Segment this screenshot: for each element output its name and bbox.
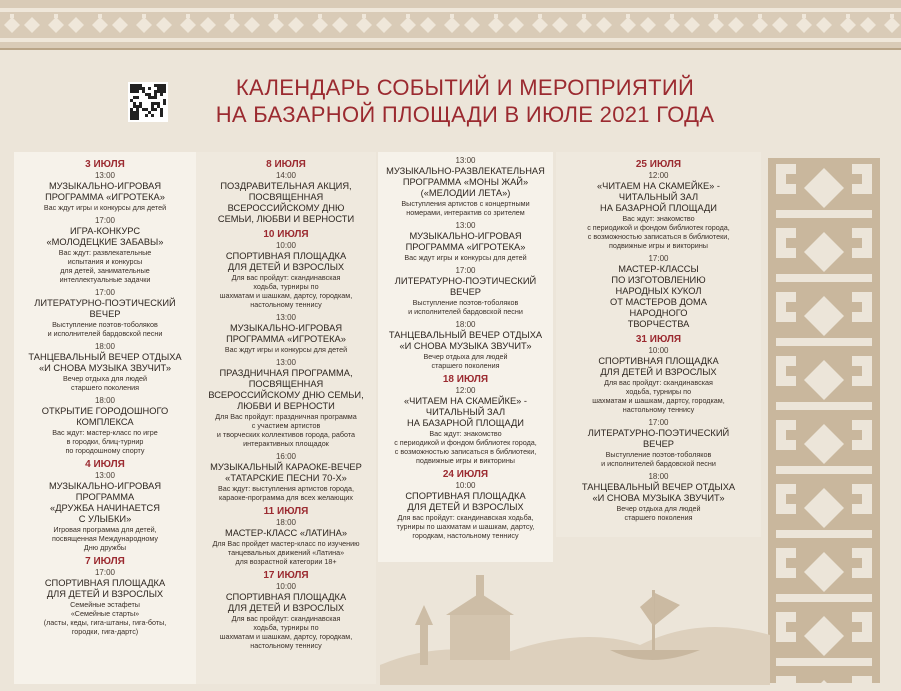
event-description: Вас ждут: развлекательные испытания и конкурсы для детей, занимательные интеллектуальные задачки — [58, 248, 152, 284]
event-time: 13:00 — [455, 221, 476, 230]
date-heading: 31 ИЮЛЯ — [635, 334, 682, 345]
event-time: 13:00 — [275, 358, 297, 367]
event-name: МУЗЫКАЛЬНО-ИГРОВАЯ ПРОГРАММА «ИГРОТЕКА» — [226, 323, 346, 344]
date-heading: 4 ИЮЛЯ — [85, 459, 125, 470]
ornament-band — [0, 0, 901, 50]
event-description: Вечер отдыха для людей старшего поколения — [423, 352, 508, 370]
event-item — [14, 342, 196, 392]
schedule-column-3 — [378, 152, 553, 562]
event-item — [556, 254, 761, 330]
event-time: 18:00 — [455, 320, 476, 329]
event-name: ПОЗДРАВИТЕЛЬНАЯ АКЦИЯ, ПОСВЯЩЕННАЯ ВСЕРОССИЙСКОМУ ДНЮ СЕМЬИ, ЛЮБВИ И ВЕРНОСТИ — [217, 181, 355, 224]
event-time: 18:00 — [94, 396, 116, 405]
event-description: Для вас пройдут: скандинавская ходьба, турниры по шахматам и шашкам, дартсу, городкам, настольному теннису — [592, 378, 725, 414]
event-name: МАСТЕР-КЛАСС «ЛАТИНА» — [224, 528, 348, 538]
event-name: ТАНЦЕВАЛЬНЫЙ ВЕЧЕР ОТДЫХА «И СНОВА МУЗЫКА ЗВУЧИТ» — [388, 330, 543, 351]
event-name: ИГРА-КОНКУРС «МОЛОДЕЦКИЕ ЗАБАВЫ» — [46, 226, 164, 247]
event-description: Выступление поэтов-тоболяков и исполнителей бардовской песни — [408, 298, 523, 316]
event-item — [378, 481, 553, 540]
event-item — [378, 221, 553, 262]
event-item — [196, 452, 376, 502]
event-time: 12:00 — [648, 171, 669, 180]
schedule-column-2 — [196, 152, 376, 684]
event-item — [14, 471, 196, 552]
event-time: 17:00 — [648, 254, 669, 263]
event-name: ЛИТЕРАТУРНО-ПОЭТИЧЕСКИЙ ВЕЧЕР — [394, 276, 537, 297]
event-name: ТАНЦЕВАЛЬНЫЙ ВЕЧЕР ОТДЫХА «И СНОВА МУЗЫКА ЗВУЧИТ» — [28, 352, 182, 373]
event-description: Вас ждут игры и конкурсы для детей — [43, 203, 167, 212]
page-title — [185, 74, 745, 128]
date-heading: 10 ИЮЛЯ — [263, 229, 309, 240]
event-time: 17:00 — [648, 418, 669, 427]
event-item — [196, 582, 376, 650]
event-time: 13:00 — [455, 156, 476, 165]
event-name: МУЗЫКАЛЬНО-ИГРОВАЯ ПРОГРАММА «ИГРОТЕКА» — [405, 231, 526, 252]
date-heading: 18 ИЮЛЯ — [442, 374, 489, 385]
event-name: ОТКРЫТИЕ ГОРОДОШНОГО КОМПЛЕКСА — [41, 406, 169, 427]
event-time: 13:00 — [275, 313, 297, 322]
event-time: 17:00 — [94, 216, 116, 225]
event-description: Выступление поэтов-тоболяков и исполнителей бардовской песни — [601, 450, 716, 468]
event-description: Для вас пройдут: скандинавская ходьба, турниры по шахматам и шашкам, дартсу, городкам, настольному теннису — [219, 614, 353, 650]
event-description: Выступление поэтов-тоболяков и исполнителей бардовской песни — [47, 320, 163, 338]
event-time: 16:00 — [275, 452, 297, 461]
event-item — [196, 313, 376, 354]
ornament-border-icon — [0, 6, 901, 44]
event-description: Для вас пройдут: скандинавская ходьба, турниры по шахматам и шашкам, дартсу, городкам, настольному теннису — [219, 273, 353, 309]
event-name: МУЗЫКАЛЬНО-ИГРОВАЯ ПРОГРАММА «ИГРОТЕКА» — [45, 181, 165, 202]
event-item — [14, 396, 196, 455]
date-heading: 24 ИЮЛЯ — [442, 469, 489, 480]
schedule-column-4 — [556, 152, 761, 537]
event-name: ЛИТЕРАТУРНО-ПОЭТИЧЕСКИЙ ВЕЧЕР — [587, 428, 730, 449]
title-line-2: НА БАЗАРНОЙ ПЛОЩАДИ В ИЮЛЕ 2021 ГОДА — [215, 102, 715, 127]
date-heading: 8 ИЮЛЯ — [266, 159, 306, 170]
date-heading: 3 ИЮЛЯ — [85, 159, 125, 170]
event-item — [196, 358, 376, 448]
event-name: СПОРТИВНАЯ ПЛОЩАДКА ДЛЯ ДЕТЕЙ И ВЗРОСЛЫХ — [405, 491, 526, 512]
event-item — [196, 518, 376, 566]
event-time: 10:00 — [275, 241, 297, 250]
event-item — [556, 472, 761, 522]
event-time: 17:00 — [455, 266, 476, 275]
event-time: 18:00 — [275, 518, 297, 527]
event-item — [378, 156, 553, 217]
event-name: СПОРТИВНАЯ ПЛОЩАДКА ДЛЯ ДЕТЕЙ И ВЗРОСЛЫХ — [225, 592, 347, 613]
event-name: СПОРТИВНАЯ ПЛОЩАДКА ДЛЯ ДЕТЕЙ И ВЗРОСЛЫХ — [225, 251, 347, 272]
event-name: МУЗЫКАЛЬНО-ИГРОВАЯ ПРОГРАММА «ДРУЖБА НАЧИНАЕТСЯ С УЛЫБКИ» — [48, 481, 162, 524]
event-item — [378, 320, 553, 370]
event-item — [196, 171, 376, 225]
event-name: СПОРТИВНАЯ ПЛОЩАДКА ДЛЯ ДЕТЕЙ И ВЗРОСЛЫХ — [44, 578, 166, 599]
event-name: МУЗЫКАЛЬНЫЙ КАРАОКЕ-ВЕЧЕР «ТАТАРСКИЕ ПЕСНИ 70-Х» — [210, 462, 362, 483]
event-name: ЛИТЕРАТУРНО-ПОЭТИЧЕСКИЙ ВЕЧЕР — [34, 298, 176, 319]
event-description: Вас ждут: выступления артистов города, караоке-программа для всех желающих — [217, 484, 354, 502]
event-time: 18:00 — [94, 342, 116, 351]
event-item — [556, 418, 761, 468]
event-description: Игровая программа для детей, посвященная Международному Дню дружбы — [52, 525, 158, 552]
event-description: Вечер отдыха для людей старшего поколения — [616, 504, 701, 522]
date-heading: 17 ИЮЛЯ — [263, 570, 309, 581]
event-name: ПРАЗДНИЧНАЯ ПРОГРАММА, ПОСВЯЩЕННАЯ ВСЕРОССИЙСКОМУ ДНЮ СЕМЬИ, ЛЮБВИ И ВЕРНОСТИ — [208, 368, 364, 411]
event-name: МУЗЫКАЛЬНО-РАЗВЛЕКАТЕЛЬНАЯ ПРОГРАММА «МОНЫ ЖАЙ» («МЕЛОДИИ ЛЕТА») — [386, 166, 545, 198]
event-time: 14:00 — [275, 171, 297, 180]
event-description: Вас ждут игры и конкурсы для детей — [404, 253, 527, 262]
event-time: 17:00 — [94, 568, 116, 577]
event-name: СПОРТИВНАЯ ПЛОЩАДКА ДЛЯ ДЕТЕЙ И ВЗРОСЛЫХ — [598, 356, 719, 377]
event-time: 10:00 — [648, 346, 669, 355]
event-item — [378, 266, 553, 316]
event-description: Вас ждут: знакомство с периодикой и фондом библиотек города, с возможностью записаться в библиотеки, подвижные игры и викторины — [394, 429, 537, 465]
event-time: 17:00 — [94, 288, 116, 297]
date-heading: 7 ИЮЛЯ — [85, 556, 125, 567]
event-name: МАСТЕР-КЛАССЫ ПО ИЗГОТОВЛЕНИЮ НАРОДНЫХ КУКОЛ ОТ МАСТЕРОВ ДОМА НАРОДНОГО ТВОРЧЕСТВА — [609, 264, 707, 329]
event-time: 13:00 — [94, 171, 116, 180]
event-item — [14, 288, 196, 338]
event-item — [556, 171, 761, 250]
event-item — [14, 216, 196, 284]
date-heading: 25 ИЮЛЯ — [635, 159, 682, 170]
event-item — [14, 568, 196, 636]
event-name: «ЧИТАЕМ НА СКАМЕЙКЕ» - ЧИТАЛЬНЫЙ ЗАЛ НА БАЗАРНОЙ ПЛОЩАДИ — [403, 396, 528, 428]
event-item — [196, 241, 376, 309]
event-time: 18:00 — [648, 472, 669, 481]
event-description: Для Вас пройдет мастер-класс по изучению танцевальных движений «Латина» для возрастной категории 18+ — [212, 539, 360, 566]
event-time: 13:00 — [94, 471, 116, 480]
event-description: Вас ждут игры и конкурсы для детей — [224, 345, 348, 354]
event-description: Для Вас пройдут: праздничная программа с участием артистов и творческих коллективов города, работа интерактивных площадок — [215, 412, 357, 448]
schedule-column-1 — [14, 152, 196, 684]
event-item — [14, 171, 196, 212]
event-name: ТАНЦЕВАЛЬНЫЙ ВЕЧЕР ОТДЫХА «И СНОВА МУЗЫКА ЗВУЧИТ» — [581, 482, 736, 503]
date-heading: 11 ИЮЛЯ — [263, 506, 309, 517]
event-description: Вечер отдыха для людей старшего поколения — [63, 374, 147, 392]
event-time: 12:00 — [455, 386, 476, 395]
event-item — [378, 386, 553, 465]
event-description: Для вас пройдут: скандинавская ходьба, турниры по шахматам и шашкам, дартсу, городкам, настольному теннису — [396, 513, 535, 540]
title-line-1: КАЛЕНДАРЬ СОБЫТИЙ И МЕРОПРИЯТИЙ — [235, 75, 695, 100]
event-name: «ЧИТАЕМ НА СКАМЕЙКЕ» - ЧИТАЛЬНЫЙ ЗАЛ НА БАЗАРНОЙ ПЛОЩАДИ — [596, 181, 721, 213]
qr-code-icon — [128, 82, 168, 122]
event-time: 10:00 — [455, 481, 476, 490]
riverside-town-illustration-icon — [380, 545, 770, 685]
event-description: Вас ждут: знакомство с периодикой и фондом библиотек города, с возможностью записаться в библиотеки, подвижные игры и викторины — [587, 214, 730, 250]
event-description: Вас ждут: мастер-класс по игре в городки, блиц-турнир по городошному спорту — [52, 428, 158, 455]
event-time: 10:00 — [275, 582, 297, 591]
event-description: Семейные эстафеты «Семейные старты» (ласты, кеды, гига-штаны, гига-боты, городки, гига-дартс) — [43, 600, 167, 636]
ethnic-pattern-icon — [768, 158, 880, 683]
event-item — [556, 346, 761, 414]
event-description: Выступления артистов с концертными номерами, интерактив со зрителем — [401, 199, 530, 217]
